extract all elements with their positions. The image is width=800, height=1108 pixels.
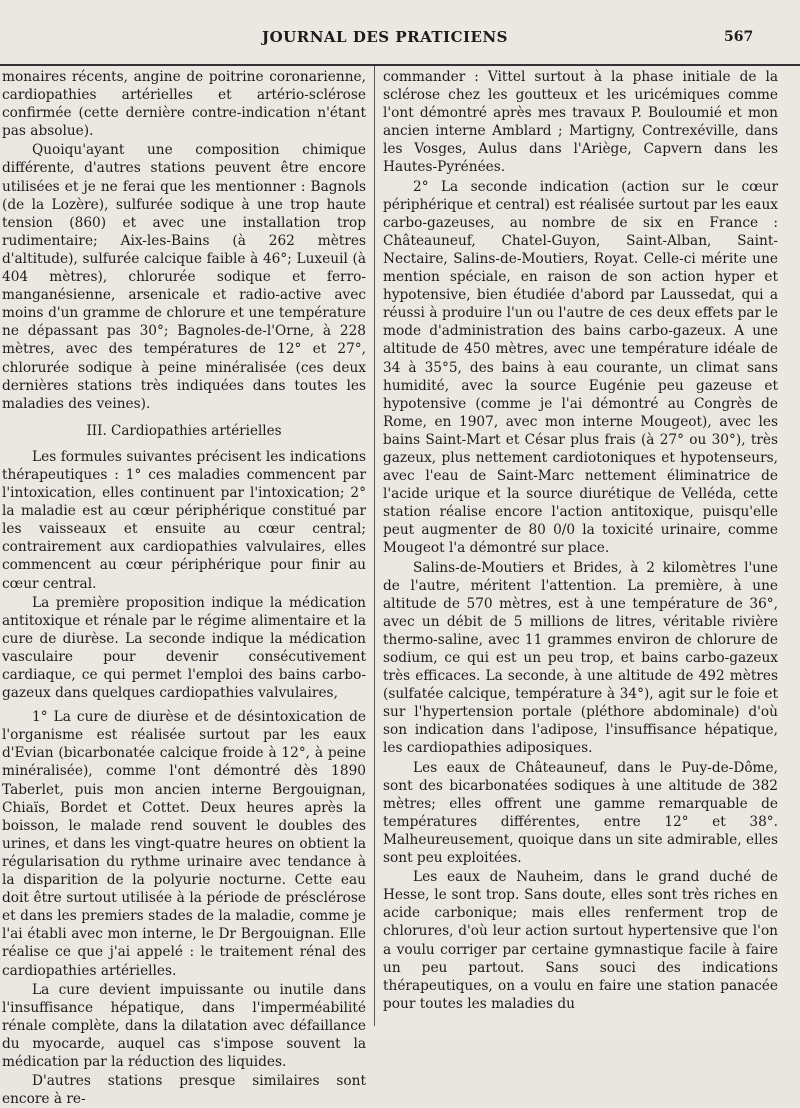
page-header xyxy=(0,22,800,50)
header-rule xyxy=(0,64,800,66)
paragraph: 1° La cure de diurèse et de désintoxication de l'organisme est réalisée surtout par les eaux d'Evian (bicarbonatée calcique froide à 12°, à peine minéralisée), comme l'ont démontré dès 1890 Taberlet, puis mon ancien interne Bergouignan, Chiaïs, Bordet et Cottet. Deux heures après la boisson, le malade rend souvent le doubles des urines, et dans les vingt-quatre heures on obtient la régularisation du rythme urinaire avec tendance à la disparition de la polyurie nocturne. Cette eau doit être surtout utilisée à la période de présclérose et dans les premiers stades de la maladie, comme je l'ai établi avec mon interne, le Dr Bergouignan. Elle réalise ce que j'ai appelé : le traitement rénal des cardiopathies artérielles. xyxy=(2,709,366,979)
paragraph: 2° La seconde indication (action sur le cœur périphérique et central) est réalisée surtout par les eaux carbo-gazeuses, au nombre de six en France : Châteauneuf, Chatel-Guyon, Saint-Alban, Saint-Nectaire, Salins-de-Moutiers, Royat. Celle-ci mérite une mention spéciale, en raison de son action hyper et hypotensive, bien étudiée d'abord par Laussedat, qui a réussi à produire l'un ou l'autre de ces deux effets par le mode d'administration des bains carbo-gazeux. A une altitude de 450 mètres, avec une température idéale de 34 à 35°5, des bains à eau courante, un climat sans humidité, avec la source Eugénie peu gazeuse et hypotensive (comme je l'ai démontré au Congrès de Rome, en 1907, avec mon interne Mougeot), avec les bains Saint-Mart et César plus frais (à 27° ou 30°), très gazeux, plus nettement cardiotoniques et hypotenseurs, avec l'eau de Saint-Marc nettement éliminatrice de l'acide urique et la source diurétique de Velléda, cette station réalise encore l'action antitoxique, puisqu'elle peut augmenter de 80 0/0 la toxicité urinaire, comme Mougeot l'a démontré sur place. xyxy=(383,178,778,557)
paragraph: Les eaux de Châteauneuf, dans le Puy-de-Dôme, sont des bicarbonatées sodiques à une altitude de 382 mètres; elles offrent une gamme remarquable de températures différentes, entre 12° et 38°. Malheureusement, quoique dans un site admirable, elles sont peu exploitées. xyxy=(383,759,778,867)
section-title: III. Cardiopathies artérielles xyxy=(86,422,282,439)
paragraph: Les formules suivantes précisent les indications thérapeutiques : 1° ces maladies commencent par l'intoxication, elles continuent par l'intoxication; 2° la maladie est au cœur périphérique constitué par les vaisseaux et ensuite au cœur central; contrairement aux cardiopathies valvulaires, elles commencent au cœur périphérique pour finir au cœur central. xyxy=(2,448,366,592)
paragraph: Quoiqu'ayant une composition chimique différente, d'autres stations peuvent être encore utilisées et je ne ferai que les mentionner : Bagnols (de la Lozère), sulfurée sodique à une trop haute tension (860) et avec une installation trop rudimentaire; Aix-les-Bains (à 262 mètres d'altitude), sulfurée calcique faible à 46°; Luxeuil (à 404 mètres), chlorurée sodique et ferro-manganésienne, arsenicale et radio-active avec moins d'un gramme de chlorure et une température ne dépassant pas 30°; Bagnoles-de-l'Orne, à 228 mètres, avec des températures de 12° et 27°, chlorurée sodique à peine minéralisée (ces deux dernières stations très indiquées dans toutes les maladies des veines). xyxy=(2,142,366,412)
running-title: JOURNAL DES PRATICIENS xyxy=(262,28,508,46)
paragraph: D'autres stations presque similaires sont encore à re- xyxy=(2,1073,366,1108)
paragraph: La cure devient impuissante ou inutile dans l'insuffisance hépatique, dans l'imperméabilité rénale complète, dans la dilatation avec défaillance du myocarde, auquel cas s'impose souvent la médication par la réduction des liquides. xyxy=(2,981,366,1070)
page-number: 567 xyxy=(724,29,754,45)
paragraph: La première proposition indique la médication antitoxique et rénale par le régime alimentaire et la cure de diurèse. La seconde indique la médication vasculaire pour devenir consécutivement cardiaque, ce qui permet l'emploi des bains carbo-gazeux dans quelques cardiopathies valvulaires, xyxy=(2,594,366,702)
paragraph: Salins-de-Moutiers et Brides, à 2 kilomètres l'une de l'autre, méritent l'attention. La première, à une altitude de 570 mètres, est à une température de 36°, avec un débit de 5 millions de litres, véritable rivière thermo-saline, avec 11 grammes environ de chlorure de sodium, ce qui est un peu trop, et bains carbo-gazeux très efficaces. La seconde, à une altitude de 492 mètres (sulfatée calcique, température à 34°), agit sur le foie et sur l'hypertension portale (pléthore abdominale) d'où son indication dans l'adipose, l'insuffisance hépatique, les cardiopathies adiposiques. xyxy=(383,559,778,757)
right-column xyxy=(383,68,778,1013)
paragraph: commander : Vittel surtout à la phase initiale de la sclérose chez les goutteux et les uricémiques comme l'ont démontré après mes travaux P. Bouloumié et mon ancien interne Amblard ; Martigny, Contrexéville, dans les Vosges, Aulus dans l'Ariège, Capvern dans les Hautes-Pyrénées. xyxy=(383,69,778,176)
column-divider xyxy=(374,66,375,1026)
paragraph: Les eaux de Nauheim, dans le grand duché de Hesse, le sont trop. Sans doute, elles sont très riches en acide carbonique; mais elles renferment trop de chlorures, d'où leur action surtout hypertensive que l'on a voulu corriger par certaine gymnastique facile à faire un peu partout. Sans souci des indications thérapeutiques, on a voulu en faire une station panacée pour toutes les maladies du xyxy=(383,869,778,1012)
left-column xyxy=(2,68,366,1108)
paragraph: monaires récents, angine de poitrine coronarienne, cardiopathies artérielles et artério-sclérose confirmée (cette dernière contre-indication n'étant pas absolue). xyxy=(2,69,366,140)
